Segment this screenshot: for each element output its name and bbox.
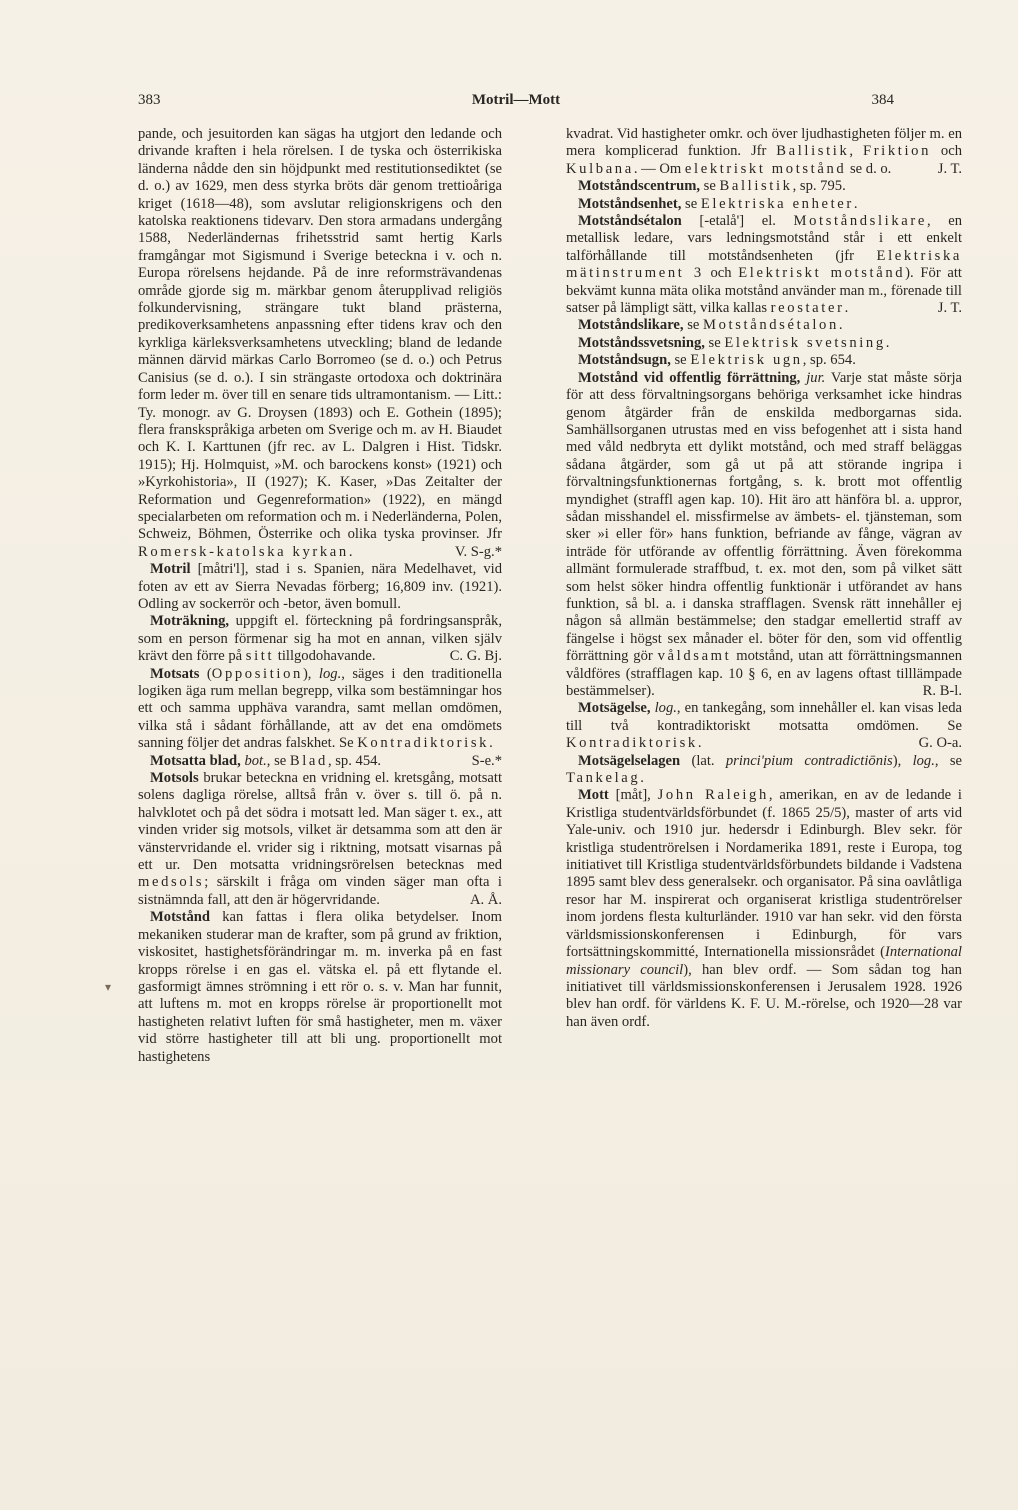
entry-motsols: [138, 770, 502, 909]
right-column: [566, 126, 962, 1031]
text-run: log.: [912, 752, 935, 769]
text-run: ), han blev ordf. — Som sådan tog han initiativet till världsmissionskonferensen i Jerusalem 1928. 1926 blev han ordf. för världens K. F. U. M.-rörelse, och 1920—28 var han även ordf.: [566, 961, 962, 1030]
text-run: och: [703, 265, 739, 282]
left-column: [138, 126, 502, 1066]
text-run: ; särskilt i fråga om vinden säger man ofta i sistnämnda fall, att den är högervridande.: [138, 874, 502, 908]
text-run: kvadrat. Vid hastigheter omkr. och över ljudhastigheten följer m. en mera komplicerad funktion. Jfr: [566, 126, 962, 160]
entry-motril: [138, 561, 502, 613]
entry-motstandscentrum: [566, 178, 962, 195]
signature: V. S-g.*: [454, 543, 502, 560]
headword: Motril: [150, 561, 191, 578]
entry-motstand: [138, 909, 502, 1066]
text-run: Kontradiktorisk: [357, 735, 490, 752]
entry-motstandssvetsning: [566, 335, 962, 352]
text-run: [måtri'l], stad i s. Spanien, nära Medelhavet, vid foten av ett av Sierra Nevadas förberg; 16,809 inv. (1921). Odling av sockerrör och -betor, även bomull.: [138, 561, 502, 612]
text-run: medsols: [138, 874, 205, 891]
text-run: .: [348, 543, 353, 560]
text-run: .: [697, 735, 702, 752]
text-run: .: [838, 317, 843, 334]
text-run: , säges i den traditionella logiken äga rum mellan begrepp, vilka som bestämningar hos ett och samma upphäva varandra, samt mellan omdömen, vilka stå i sådant förhållande, att av det ena omdömets sanning följer det andras falskhet. Se: [138, 665, 502, 752]
text-run: tillgodohavande.: [274, 648, 376, 665]
entry-motrakning: [138, 613, 502, 665]
text-run: Elektriska mätinstrument 3: [566, 247, 962, 282]
text-run: .: [885, 334, 890, 351]
text-run: Blad: [289, 752, 328, 769]
text-run: , se: [266, 752, 290, 769]
headword: Motståndssvetsning,: [578, 334, 705, 351]
signature: G. O-a.: [918, 735, 962, 752]
entry-motstandsetalon: [566, 213, 962, 317]
text-run: ,: [849, 143, 863, 160]
text-run: Ballistik: [776, 143, 850, 160]
headword: Moträkning,: [150, 613, 230, 630]
text-run: Ballistik: [719, 178, 793, 195]
text-run: ), master of arts vid Yale-univ. och 1910 jur. hedersdr i Edinburgh. Blev sekr. för kristliga studentrörelsen i Nordamerika 1891, reste i Europa, tog initiativet till Kristliga studentvärldsförbundets bildande i Vadstena 1895 samt blev dess generalsekr. och organisator. På sina oavlåtliga resor har M. inspirerat och organiserat kristliga studentrörelser inom jordens flesta kulturländer. 1910 var han sekr. vid den första världsmissionskonferensen i Edinburgh, för vars fortsättningskommitté, Internationella missionsrådet (: [566, 804, 962, 961]
text-run: , sp. 654.: [802, 352, 856, 369]
text-run: ),: [302, 665, 319, 682]
text-run: reostater: [770, 300, 845, 317]
signature: A. Å.: [469, 891, 502, 908]
text-run: våldsamt: [657, 648, 732, 665]
page-number-right: 384: [871, 92, 894, 108]
entry-continued: [566, 126, 962, 178]
text-run: se d. o.: [846, 160, 892, 177]
signature: J. T.: [937, 160, 962, 177]
headword: Motsägelselagen: [578, 752, 681, 769]
text-run: [måt],: [608, 787, 658, 804]
text-run: Kulbana: [566, 160, 634, 177]
text-run: (: [199, 665, 212, 682]
headword: Motståndsugn,: [578, 352, 671, 369]
text-run: brukar beteckna en vridning el. kretsgång, motsatt solens dagliga rörelse, alltså från v. över s. till ö. på n. halvklotet och på det södra i motsatt led. Man säger t. ex., att vinden vrider sig motsols, vilket är detsamma som att den är vänstervridande el. vrider sig i riktning, motsatt visarnas på ett ur. Den motsatta vridningsrörelsen betecknas med: [138, 770, 502, 874]
headword: Motståndscentrum,: [578, 178, 701, 195]
page-header: [138, 92, 894, 116]
text-run: , sp. 795.: [792, 178, 846, 195]
headword: Motsägelse,: [578, 700, 651, 717]
signature: S-e.*: [471, 752, 502, 769]
signature: J. T.: [937, 300, 962, 317]
text-run: , se: [934, 752, 962, 769]
text-run: Elektriskt motstånd: [738, 265, 906, 282]
text-run: ),: [892, 752, 913, 769]
margin-mark: ▾: [105, 980, 112, 994]
text-run: sitt: [245, 648, 275, 665]
text-run: , en metallisk ledare, vars ledningsmotstånd står i ett enkelt talförhållande till motståndsenheten (jfr: [566, 213, 962, 264]
text-run: , amerikan, en av de ledande i Kristliga studentvärldsförbundet (f. 1865: [566, 787, 962, 821]
text-run: .: [844, 300, 849, 317]
entry-motstandslikare: [566, 317, 962, 334]
text-run: . — Om: [633, 160, 685, 177]
text-run: pande, och jesuitorden kan sägas ha utgjort den ledande och drivande kraften i hela rörelsen. I de tyska och österrikiska länderna nådde den sin höjdpunkt med restitutionsediktet (se d. o.) av 1629, men dess styrka bröts där genom trettioåriga kriget (1618—48), som avslutar religionskrigens och den katolska reaktionens tidevarv. Den stora armadans undergång 1588, Nederländernas frihetsstrid samt hertig Karls framgångar mot Sigismund i Sverige beteckna i v. och n. Europa rörelsens hejdande. På de inre reformsträvandenas område gjorde sig m. märkbar genom återupplivad religiös folkundervisning, strängare tukt bland prästerna, predikoverksamhetens anpassning efter tidens krav och den kyrkliga kärleksverksamhetens utveckling; bland de ledande männen därvid märkas Carlo Borromeo (se d. o.) och Petrus Canisius (se d. o.). I sin strängaste ortodoxa och doktrinära form leder m. över till en senare tids ultramontanism. — Litt.: Ty. monogr. av G. Droysen (1893) och E. Gothein (1895); flera franskspråkiga arbeten om Sverige och m. av H. Biaudet och K. I. Karttunen (jfr rec. av L. Dalgren i Hist. Tidskr. 1915); Hj. Holmquist, »M. och barockens konst» (1921) och »Kyrkohistoria», II (1927); K. Kaser, »Das Zeitalter der Reformation und Gegenreformation» (1922), en mängd specialarbeten om reformation och m. i Nederländerna, Polen, Schweiz, Böhmen, Österrike och olika tyska provinser. Jfr: [138, 126, 502, 543]
text-run: John Raleigh: [657, 787, 769, 804]
text-run: motstånd, utan att förrättningsmannen våldföres (strafflagen kap. 10 § 6, en av lagens oftast tilllämpade bestämmelser).: [566, 648, 962, 699]
text-run: .: [853, 195, 858, 212]
headword: Mott: [578, 787, 609, 804]
text-run: International missionary council: [566, 944, 962, 978]
text-run: .: [640, 770, 644, 787]
signature: C. G. Bj.: [449, 648, 502, 665]
text-run: se: [700, 178, 720, 195]
text-run: Motståndsétalon: [703, 317, 839, 334]
headword: Motsatta blad,: [150, 752, 241, 769]
entry-motsatta-blad: [138, 753, 502, 770]
text-run: Tankelag: [566, 770, 641, 787]
headword: Motståndsétalon: [578, 213, 682, 230]
entry-motstandsugn: [566, 352, 962, 369]
text-run: Elektriska enheter: [700, 195, 854, 212]
page-number-left: 383: [138, 92, 161, 108]
text-run: Motståndslikare: [793, 213, 927, 230]
text-run: Opposition: [211, 665, 303, 682]
text-run: elektriskt motstånd: [684, 160, 847, 177]
text-run: princi'pium contradictiōnis: [725, 752, 893, 769]
signature: R. B-l.: [922, 683, 962, 699]
text-run: se: [670, 352, 691, 369]
headword: Motsats: [150, 665, 200, 682]
headword: Motstånd vid offentlig förrättning,: [578, 369, 801, 386]
headword: Motståndsenhet,: [578, 195, 682, 212]
text-run: log.: [318, 665, 342, 682]
entry-motstandsenhet: [566, 196, 962, 213]
text-run: kan fattas i flera olika betydelser. Inom mekaniken studerar man de krafter, som på grund av friktion, viskositet, hastighetsförändringar m. m. inverka på en fast kropps rörelse i en gas el. vätska el. på ett flytande el. gasformigt ämnes strömning i ett rör o. s. v. Man har funnit, att luftens m. mot en kropps rörelse är proportionellt mot hastigheten relativt luften för små hastigheter, men m. växer vid större hastigheter till att bli ung. proportionellt mot hastighetens: [138, 909, 502, 1065]
text-run: uppgift el. förteckning på fordringsanspråk, som en person förmenar sig ha mot en annan, vilken själv krävt den förre på: [138, 613, 502, 665]
text-run: Elektrisk svetsning: [724, 334, 886, 351]
entry-motsagelselagen: [566, 753, 962, 788]
text-run: log.: [650, 700, 677, 717]
text-run: och: [931, 143, 962, 160]
text-run: .: [489, 735, 493, 752]
text-run: se: [704, 334, 725, 351]
headword: Motstånd: [150, 909, 210, 926]
entry-motstand-forrattning: [566, 370, 962, 701]
entry-continued: [138, 126, 502, 561]
text-run: Varje stat måste sörja för att dess förvaltningsorgans behöriga verksamhet icke hindras genom åtgärder från de enskilda medborgarnas sida. Samhällsorganen utrustas med en viss befogenhet att i sista hand med våld nedbryta ett dylikt motstånd, och med straff beläggas sådana åtgärder, som gå ut på att störande ingripa i förvaltningsfunktionernas fortgång, s. k. brott mot offentlig myndighet (straffl agen kap. 10). Hit äro att hänföra bl. a. uppror, sådan misshandel el. missfirmelse av ämbets- el. tjänsteman, som sker »i eller för» hans funktion, befriande av fånge, vägran av inträde för utförande av offentlig förrättning. Även förekomma allmänt formulerade straffbud, t. ex. mot den, som på vilket sätt som helst söker hindra offentlig funktionär i utförandet av hans funktion, så bl. a. i danska strafflagen. Svensk rätt innehåller ej någon så allmän bestämmelse; den stadgar emellertid straff av fängelse i högst sex månader el. böter för den, som vid offentlig förrättning gör: [566, 369, 963, 665]
headword: Motståndslikare,: [578, 317, 684, 334]
text-run: bot.: [240, 752, 267, 769]
text-run: jur.: [800, 369, 826, 386]
text-run: Romersk-katolska kyrkan: [138, 543, 349, 560]
text-run: , en tankegång, som innehåller el. kan visas leda till två kontradiktoriskt motsatta omdömen. Se: [566, 700, 962, 734]
running-title: Motril—Mott: [471, 92, 561, 108]
text-run: Elektrisk ugn: [690, 352, 803, 369]
text-run: se: [681, 195, 701, 212]
text-run: 25/5: [815, 804, 842, 821]
entry-motsagelse: [566, 700, 962, 752]
text-run: ). För att bekvämt kunna mäta olika motstånd använder man m., förenade till satser på lämpligt sätt, vilka kallas: [566, 265, 962, 317]
headword: Motsols: [150, 770, 199, 787]
text-run: [-etalå'] el.: [681, 213, 794, 230]
text-run: , sp. 454.: [327, 752, 382, 769]
text-run: (lat.: [680, 752, 726, 769]
text-run: Friktion: [862, 143, 932, 160]
text-run: se: [683, 317, 704, 334]
text-run: Kontradiktorisk: [566, 735, 698, 752]
entry-mott: [566, 787, 962, 1031]
